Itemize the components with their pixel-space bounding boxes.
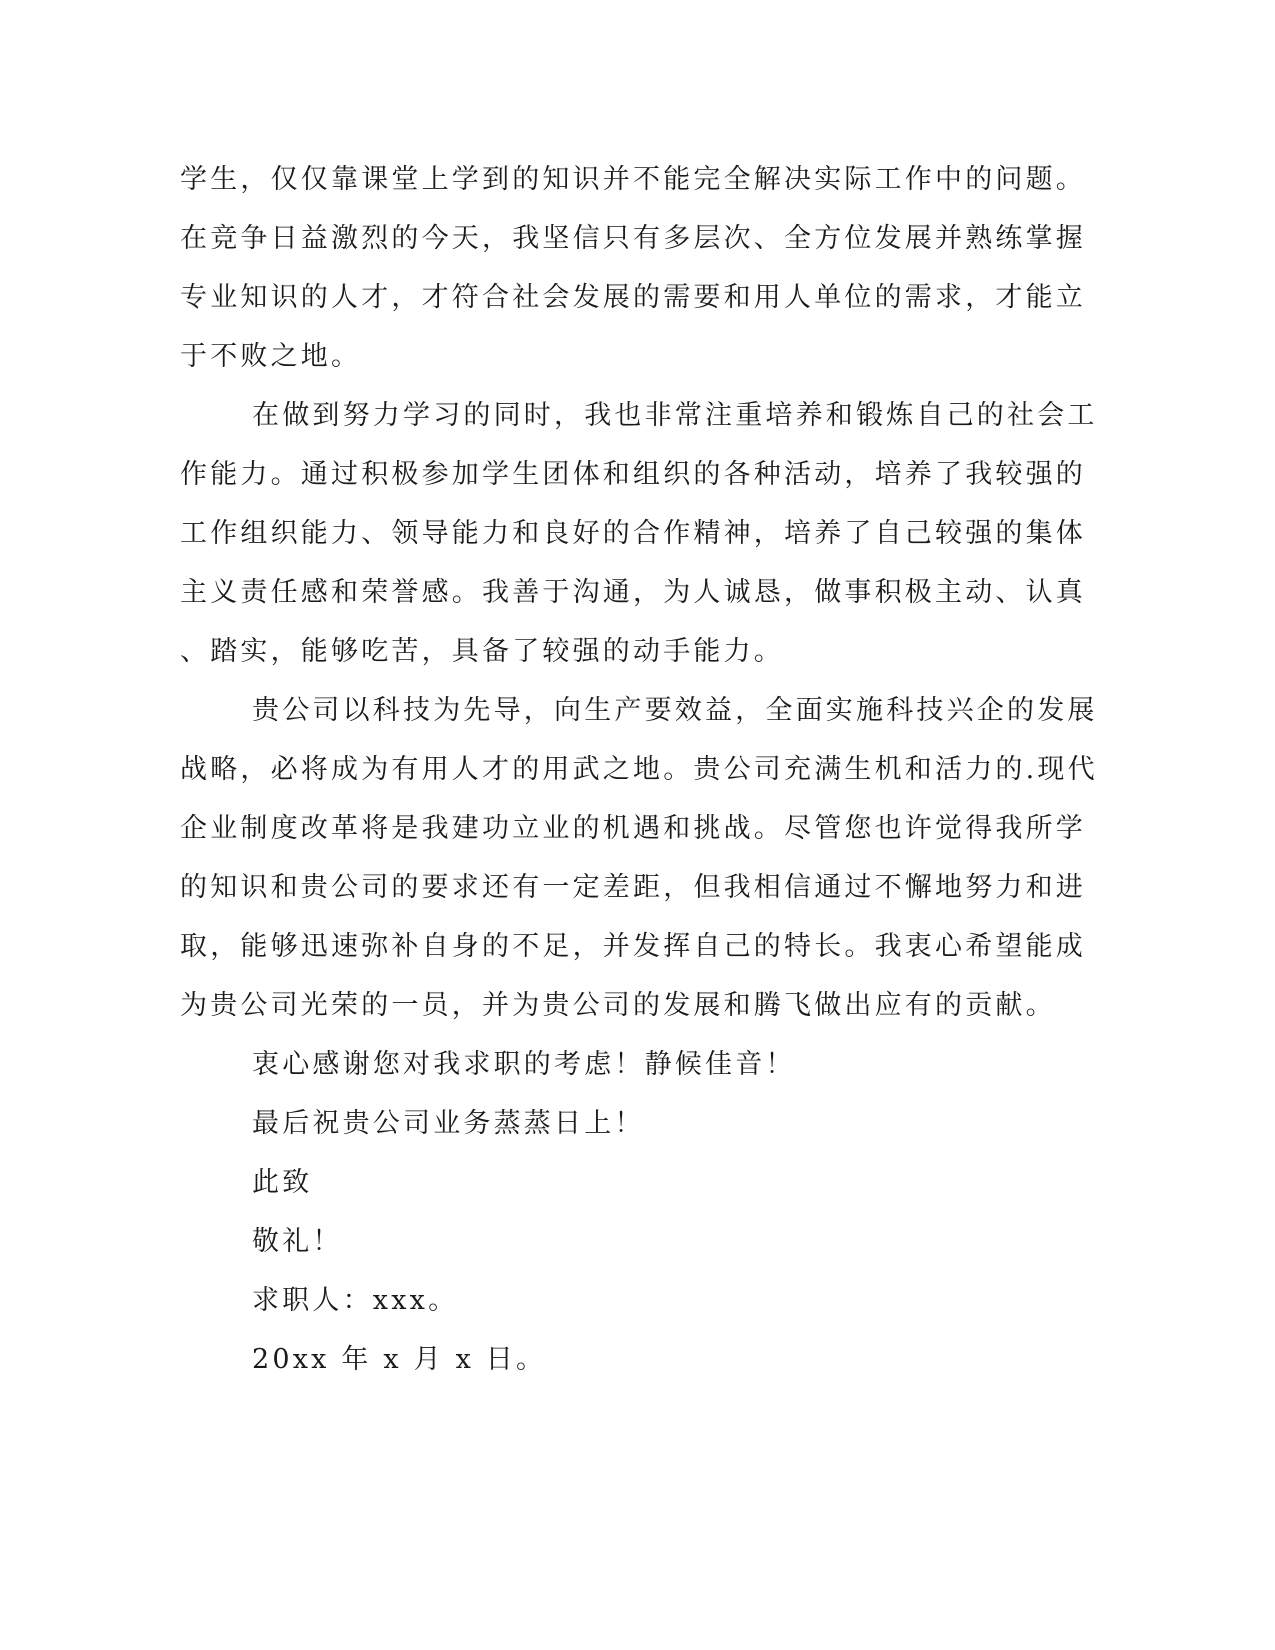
body-line: 在做到努力学习的同时，我也非常注重培养和锻炼自己的社会工 (252, 400, 1098, 431)
body-line: 战略，必将成为有用人才的用武之地。贵公司充满生机和活力的.现代 (180, 754, 1098, 785)
body-line: 贵公司以科技为先导，向生产要效益，全面实施科技兴企的发展 (252, 695, 1098, 726)
body-line: 专业知识的人才，才符合社会发展的需要和用人单位的需求，才能立 (180, 282, 1086, 313)
signature-line: 求职人：xxx。 (252, 1285, 459, 1316)
salutation-line: 敬礼！ (252, 1226, 343, 1257)
body-line: 主义责任感和荣誉感。我善于沟通，为人诚恳，做事积极主动、认真 (180, 577, 1086, 608)
body-line: 学生，仅仅靠课堂上学到的知识并不能完全解决实际工作中的问题。 (180, 164, 1086, 195)
body-line: 于不败之地。 (180, 341, 362, 372)
body-line: 的知识和贵公司的要求还有一定差距，但我相信通过不懈地努力和进 (180, 872, 1086, 903)
closing-line: 衷心感谢您对我求职的考虑！静候佳音！ (252, 1049, 796, 1080)
body-line: 工作组织能力、领导能力和良好的合作精神，培养了自己较强的集体 (180, 518, 1086, 549)
date-line: 20xx 年 x 月 x 日。 (252, 1344, 547, 1375)
body-line: 企业制度改革将是我建功立业的机遇和挑战。尽管您也许觉得我所学 (180, 813, 1086, 844)
salutation-line: 此致 (252, 1167, 313, 1198)
body-line: 在竞争日益激烈的今天，我坚信只有多层次、全方位发展并熟练掌握 (180, 223, 1086, 254)
body-line: 取，能够迅速弥补自身的不足，并发挥自己的特长。我衷心希望能成 (180, 931, 1086, 962)
body-line: 作能力。通过积极参加学生团体和组织的各种活动，培养了我较强的 (180, 459, 1086, 490)
closing-line: 最后祝贵公司业务蒸蒸日上！ (252, 1108, 645, 1139)
body-line: 为贵公司光荣的一员，并为贵公司的发展和腾飞做出应有的贡献。 (180, 990, 1056, 1021)
body-line: 、踏实，能够吃苦，具备了较强的动手能力。 (180, 636, 784, 667)
